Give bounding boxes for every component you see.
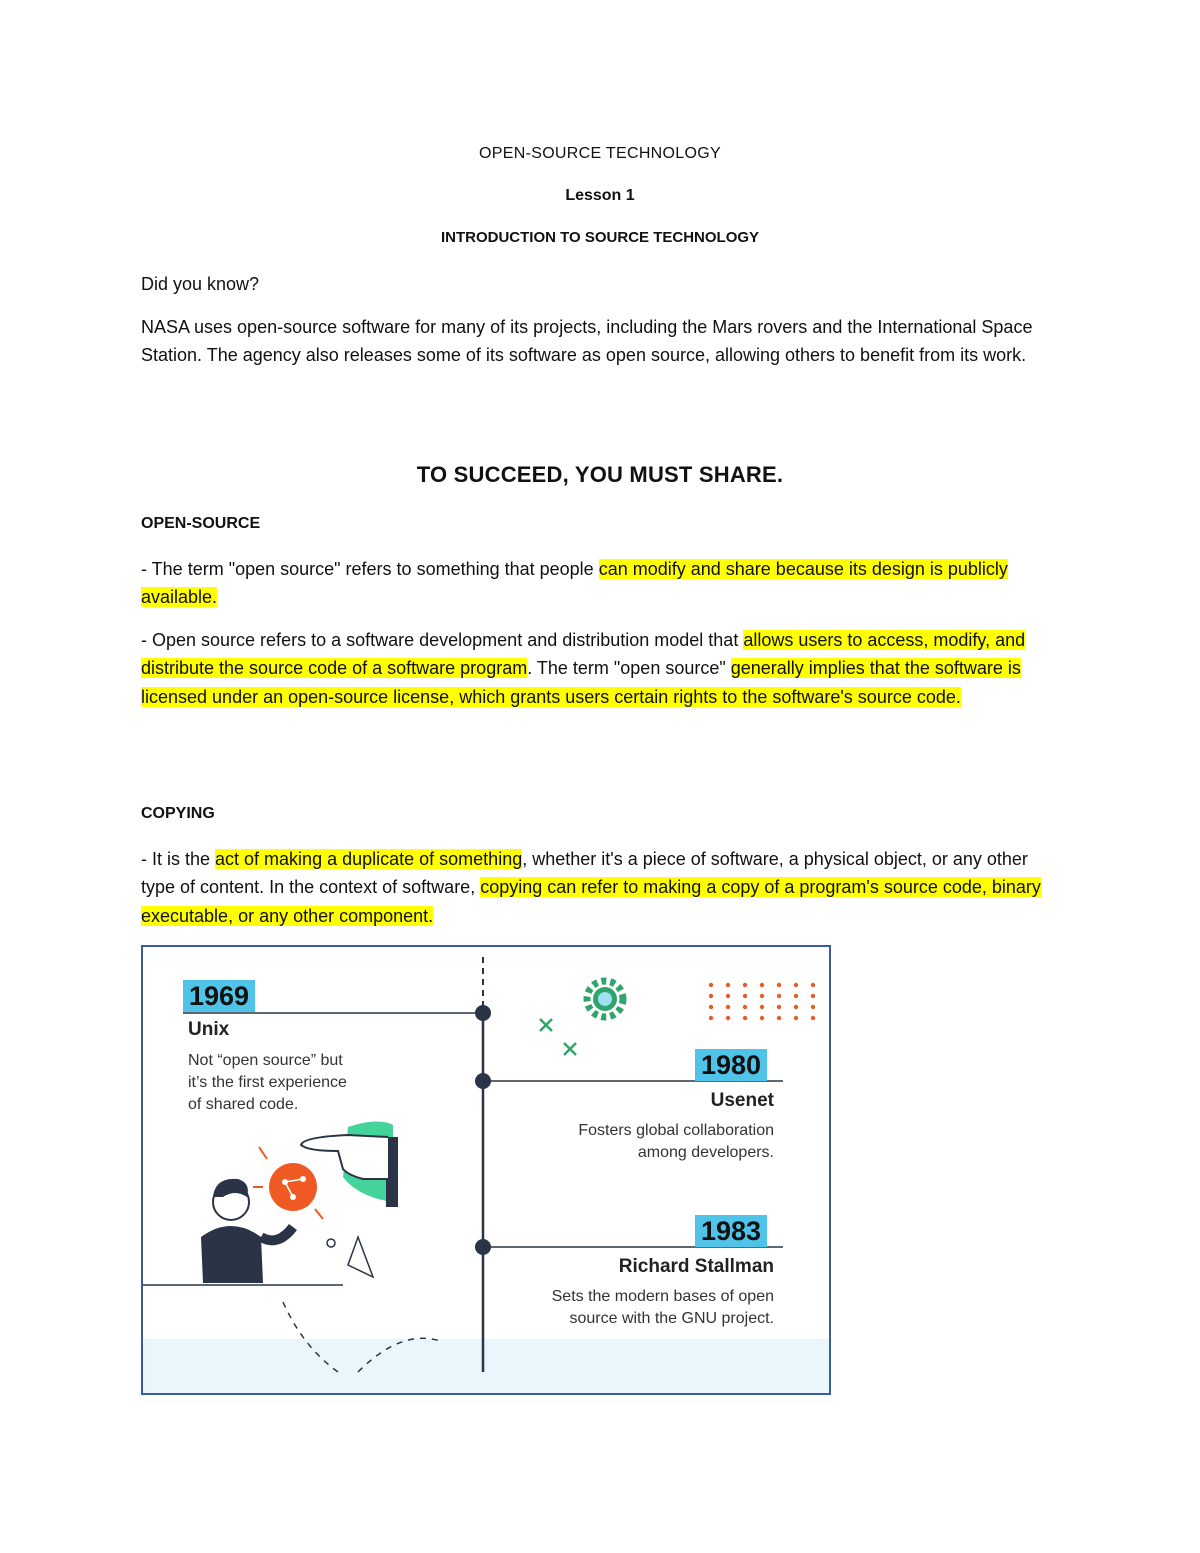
grid-dot: [726, 1005, 730, 1009]
event-name-usenet: Usenet: [710, 1090, 774, 1111]
open-source-paragraph-2: [141, 626, 1061, 712]
open-source-paragraph-1: [141, 555, 1061, 612]
open-source-heading: OPEN-SOURCE: [141, 515, 261, 532]
event-name-unix: Unix: [188, 1019, 230, 1040]
highlighted-text: copying can refer to making a copy of a program's source code, binary executable, or any other component.: [141, 877, 1041, 926]
grid-dot: [743, 1016, 747, 1020]
desc-line: Not “open source” but: [188, 1052, 343, 1069]
grid-dot: [794, 994, 798, 998]
copying-paragraph: [141, 845, 1061, 931]
desc-line: source with the GNU project.: [569, 1310, 774, 1327]
text-run: - It is the: [141, 848, 216, 869]
event-desc-stallman: [552, 1286, 774, 1330]
small-circle: [327, 1239, 335, 1247]
grid-dot: [811, 983, 815, 987]
text-run: . The term "open source": [527, 658, 731, 678]
floor-band: [143, 1339, 831, 1395]
desc-line: among developers.: [637, 1144, 774, 1161]
grid-dot: [726, 1016, 730, 1020]
event-desc-unix: [188, 1050, 347, 1116]
course-title: OPEN-SOURCE TECHNOLOGY: [479, 145, 721, 162]
timeline-figure: [141, 945, 831, 1395]
year-badge-1983: 1983: [695, 1215, 767, 1247]
grid-dot: [760, 1016, 764, 1020]
highlighted-text: generally implies that the software is licensed under an open-source license, which grants users certain rights to the software's source code.: [141, 658, 1021, 707]
open-source-orb: [253, 1147, 323, 1219]
dot-grid: [709, 983, 815, 1020]
copying-heading: COPYING: [141, 805, 215, 822]
grid-dot: [794, 1005, 798, 1009]
grid-dot: [709, 983, 713, 987]
grid-dot: [777, 994, 781, 998]
lesson-number: Lesson 1: [565, 187, 635, 204]
grid-dot: [811, 1005, 815, 1009]
highlighted-text: can modify and share because its design is publicly available.: [141, 558, 1008, 607]
motto-heading: TO SUCCEED, YOU MUST SHARE.: [416, 462, 784, 487]
grid-dot: [777, 983, 781, 987]
text-run: - The term "open source" refers to something that people: [141, 558, 599, 579]
grid-dot: [709, 994, 713, 998]
grid-dot: [726, 994, 730, 998]
grid-dot: [743, 983, 747, 987]
cross-icon: [540, 1019, 576, 1055]
grid-dot: [760, 1005, 764, 1009]
grid-dot: [743, 1005, 747, 1009]
desc-line: Fosters global collaboration: [578, 1122, 774, 1139]
open-source-section: [141, 510, 1061, 711]
triangle-shape: [348, 1237, 373, 1277]
text-run: - Open source refers to a software development and distribution model that: [141, 629, 744, 650]
grid-dot: [726, 983, 730, 987]
grid-dot: [777, 1016, 781, 1020]
gear-icon: [587, 981, 623, 1017]
grid-dot: [709, 1005, 713, 1009]
lesson-title: INTRODUCTION TO SOURCE TECHNOLOGY: [440, 229, 760, 246]
desc-line: of shared code.: [188, 1096, 299, 1113]
did-you-know-section: [141, 270, 1061, 370]
year-badge-1969: 1969: [183, 980, 255, 1012]
grid-dot: [811, 994, 815, 998]
year-badge-1980: 1980: [695, 1049, 767, 1081]
grid-dot: [811, 1016, 815, 1020]
event-desc-usenet: [578, 1120, 774, 1164]
event-name-stallman: Richard Stallman: [618, 1256, 774, 1277]
grid-dot: [760, 994, 764, 998]
grid-dot: [743, 994, 747, 998]
grid-dot: [794, 983, 798, 987]
did-you-know-body: NASA uses open-source software for many of its projects, including the Mars rovers and the International Space Station. The agency also releases some of its software as open source, allowing others to benefit from its work.: [141, 316, 1033, 365]
did-you-know-heading: Did you know?: [141, 274, 260, 294]
grid-dot: [794, 1016, 798, 1020]
highlighted-text: allows users to access, modify, and distribute the source code of a software program: [141, 629, 1026, 678]
grid-dot: [709, 1016, 713, 1020]
copying-section: [141, 800, 1061, 930]
desc-line: Sets the modern bases of open: [551, 1288, 774, 1305]
highlighted-text: act of making a duplicate of something: [215, 848, 523, 869]
grid-dot: [777, 1005, 781, 1009]
desc-line: it’s the first experience: [188, 1074, 347, 1091]
grid-dot: [760, 983, 764, 987]
text-run: , whether it's a piece of software, a physical object, or any other type of content. In the context of software,: [141, 848, 1028, 897]
